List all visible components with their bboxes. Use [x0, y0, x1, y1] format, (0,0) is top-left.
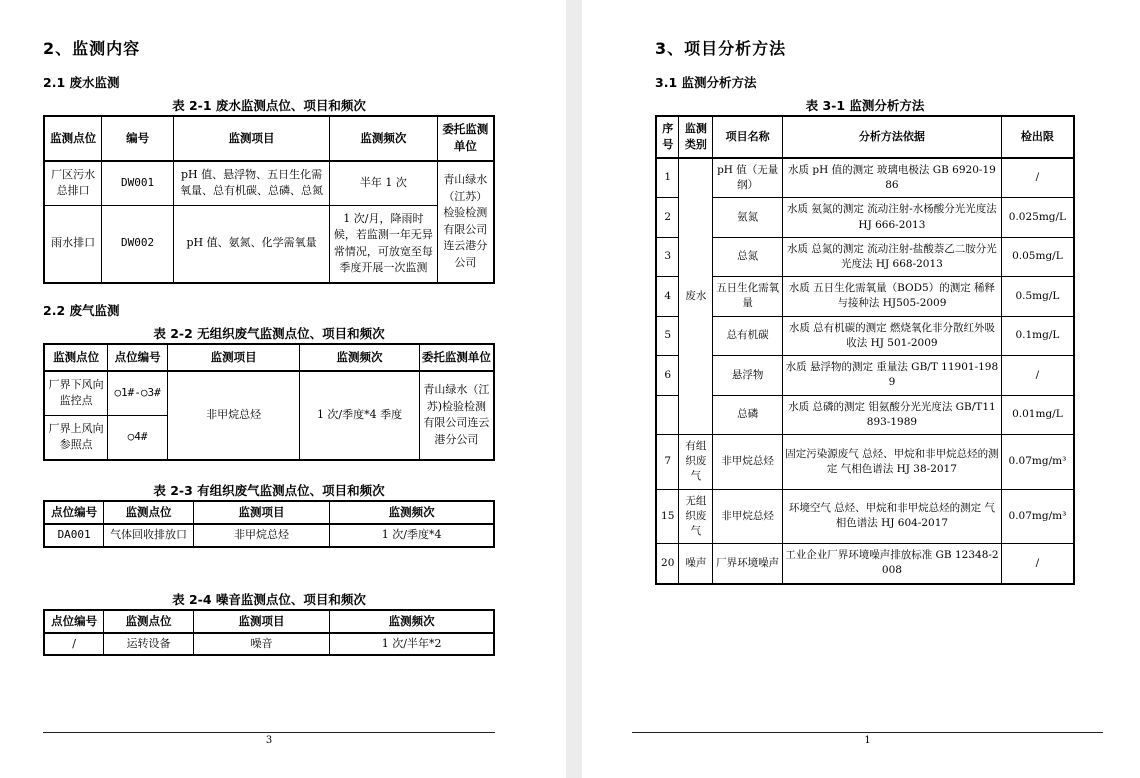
- table-2-1-wastewater-monitoring: [43, 115, 495, 284]
- table-cell: 水质 总氮的测定 流动注射-盐酸萘乙二胺分光光度法 HJ 668-2013: [783, 237, 1002, 276]
- column-header: 委托监测单位: [437, 116, 494, 161]
- table-cell: DA001: [44, 524, 104, 547]
- table-row: [656, 198, 1074, 237]
- table-cell: 非甲烷总烃: [193, 524, 329, 547]
- table-cell: 水质 氨氮的测定 流动注射-水杨酸分光光度法 HJ 666-2013: [783, 198, 1002, 237]
- table-cell: /: [1001, 158, 1074, 198]
- table-cell: 总有机碳: [713, 316, 783, 355]
- table-row: [656, 544, 1074, 584]
- table-cell: 1 次/月，降雨时候，若监测一年无异常情况，可放宽至每季度开展一次监测: [330, 205, 438, 283]
- table-cell: 非甲烷总烃: [713, 434, 783, 489]
- table-3-1-caption: 表 3-1 监测分析方法: [805, 98, 925, 113]
- table-cell: 噪音: [193, 633, 329, 656]
- table-2-2-fugitive-gas-monitoring: [43, 343, 495, 461]
- page-title: 3、项目分析方法: [655, 39, 787, 58]
- column-header: 监测点位: [104, 501, 194, 524]
- table-header-row: [44, 501, 494, 524]
- table-cell: 悬浮物: [713, 356, 783, 395]
- table-cell: 气体回收排放口: [104, 524, 194, 547]
- page-title: 2、监测内容: [43, 39, 141, 58]
- table-cell: 4: [656, 277, 679, 316]
- column-header: 项目名称: [713, 116, 783, 158]
- table-2-4-caption: 表 2-4 噪音监测点位、项目和频次: [172, 591, 366, 607]
- column-header: 分析方法依据: [783, 116, 1002, 158]
- page-footer-left: [43, 732, 495, 746]
- column-header: 监测频次: [330, 116, 438, 161]
- column-header: 监测点位: [44, 116, 102, 161]
- table-cell: 7: [656, 434, 679, 489]
- table-row: [656, 356, 1074, 395]
- column-header: 监测点位: [104, 610, 194, 633]
- table-header-row: [44, 344, 494, 371]
- column-header: 监测频次: [300, 344, 419, 371]
- table-cell: 厂界下风向监控点: [44, 371, 108, 416]
- section-heading-waste-gas: 2.2 废气监测: [43, 302, 120, 318]
- table-cell: 0.01mg/L: [1001, 395, 1074, 434]
- column-header: 点位编号: [108, 344, 168, 371]
- table-row: [44, 161, 494, 206]
- table-cell: 1 次/半年*2: [330, 633, 494, 656]
- table-cell: 1: [656, 158, 679, 198]
- document-page-right: [582, 0, 1140, 778]
- table-cell: 1 次/季度*4 季度: [300, 371, 419, 460]
- table-row: [656, 395, 1074, 434]
- column-header: 监测项目: [193, 501, 329, 524]
- table-cell: 非甲烷总烃: [713, 489, 783, 544]
- table-header-row: [44, 116, 494, 161]
- table-row: [44, 371, 494, 416]
- table-cell: 0.025mg/L: [1001, 198, 1074, 237]
- table-cell: 厂界上风向参照点: [44, 415, 108, 460]
- table-3-1-analysis-methods: [655, 115, 1075, 585]
- table-cell: 青山绿水（江苏)检验检测有限公司连云港分公司: [419, 371, 494, 460]
- table-cell: 2: [656, 198, 679, 237]
- table-cell: 20: [656, 544, 679, 584]
- table-cell: 水质 悬浮物的测定 重量法 GB/T 11901-1989: [783, 356, 1002, 395]
- table-cell: 水质 五日生化需氧量（BOD5）的测定 稀释与接种法 HJ505-2009: [783, 277, 1002, 316]
- document-page-left: [0, 0, 566, 778]
- table-cell: ○1#-○3#: [108, 371, 168, 416]
- table-row: [656, 277, 1074, 316]
- table-cell: 固定污染源废气 总烃、甲烷和非甲烷总烃的测定 气相色谱法 HJ 38-2017: [783, 434, 1002, 489]
- table-cell: 0.5mg/L: [1001, 277, 1074, 316]
- table-cell: DW002: [102, 205, 174, 283]
- column-header: 点位编号: [44, 610, 104, 633]
- table-cell: 0.1mg/L: [1001, 316, 1074, 355]
- table-cell: 1 次/季度*4: [330, 524, 494, 547]
- column-header: 监测类别: [679, 116, 713, 158]
- table-row: [44, 524, 494, 547]
- page-number: 3: [265, 735, 273, 746]
- table-cell: 0.07mg/m³: [1001, 489, 1074, 544]
- section-heading-wastewater: 2.1 废水监测: [43, 75, 120, 90]
- table-header-row: [656, 116, 1074, 158]
- table-cell: pH 值、氨氮、化学需氧量: [173, 205, 329, 283]
- column-header: 监测项目: [173, 116, 329, 161]
- table-2-1-caption: 表 2-1 废水监测点位、项目和频次: [172, 98, 366, 113]
- table-cell: 工业企业厂界环境噪声排放标准 GB 12348-2008: [783, 544, 1002, 584]
- table-cell: pH 值、悬浮物、五日生化需氧量、总有机碳、总磷、总氮: [173, 161, 329, 206]
- table-cell: 总氮: [713, 237, 783, 276]
- table-row: [656, 316, 1074, 355]
- table-2-2-caption: 表 2-2 无组织废气监测点位、项目和频次: [153, 325, 385, 341]
- table-cell: DW001: [102, 161, 174, 206]
- table-cell: 厂界环境噪声: [713, 544, 783, 584]
- column-header: 监测频次: [330, 610, 494, 633]
- table-cell: 雨水排口: [44, 205, 102, 283]
- table-2-3-organized-gas-monitoring: [43, 500, 495, 548]
- column-header: 监测项目: [168, 344, 300, 371]
- table-cell: 6: [656, 356, 679, 395]
- table-cell: 半年 1 次: [330, 161, 438, 206]
- page-gutter: [566, 0, 582, 778]
- table-cell: 噪声: [679, 544, 713, 584]
- table-cell: /: [44, 633, 104, 656]
- table-cell: 运转设备: [104, 633, 194, 656]
- table-cell: 环境空气 总烃、甲烷和非甲烷总烃的测定 气相色谱法 HJ 604-2017: [783, 489, 1002, 544]
- table-row: [656, 158, 1074, 198]
- table-cell: 非甲烷总烃: [168, 371, 300, 460]
- table-cell: 废水: [679, 158, 713, 435]
- table-header-row: [44, 610, 494, 633]
- table-cell: pH 值（无量纲）: [713, 158, 783, 198]
- table-2-3-caption: 表 2-3 有组织废气监测点位、项目和频次: [153, 482, 385, 498]
- table-row: [656, 489, 1074, 544]
- table-cell: 五日生化需氧量: [713, 277, 783, 316]
- table-cell: 5: [656, 316, 679, 355]
- table-cell: /: [1001, 544, 1074, 584]
- column-header: 监测点位: [44, 344, 108, 371]
- table-2-4-noise-monitoring: [43, 609, 495, 657]
- table-cell: 水质 总有机碳的测定 燃烧氧化非分散红外吸收法 HJ 501-2009: [783, 316, 1002, 355]
- column-header: 监测频次: [330, 501, 494, 524]
- table-cell: 青山绿水（江苏）检验检测有限公司连云港分公司: [437, 161, 494, 283]
- table-cell: 无组织废气: [679, 489, 713, 544]
- page-number: 1: [864, 735, 871, 746]
- table-row: [44, 633, 494, 656]
- column-header: 委托监测单位: [419, 344, 494, 371]
- column-header: 编号: [102, 116, 174, 161]
- table-cell: 0.05mg/L: [1001, 237, 1074, 276]
- section-heading-analysis-methods: 3.1 监测分析方法: [655, 75, 757, 90]
- table-cell: 氨氮: [713, 198, 783, 237]
- column-header: 检出限: [1001, 116, 1074, 158]
- column-header: 监测项目: [193, 610, 329, 633]
- table-cell: 有组织废气: [679, 434, 713, 489]
- table-cell: /: [1001, 356, 1074, 395]
- table-row: [656, 237, 1074, 276]
- table-cell: 厂区污水总排口: [44, 161, 102, 206]
- table-cell: [656, 395, 679, 434]
- table-cell: ○4#: [108, 415, 168, 460]
- table-cell: 水质 pH 值的测定 玻璃电极法 GB 6920-1986: [783, 158, 1002, 198]
- table-row: [44, 205, 494, 283]
- column-header: 点位编号: [44, 501, 104, 524]
- table-row: [656, 434, 1074, 489]
- table-cell: 15: [656, 489, 679, 544]
- column-header: 序号: [656, 116, 679, 158]
- table-cell: 3: [656, 237, 679, 276]
- table-cell: 总磷: [713, 395, 783, 434]
- table-cell: 水质 总磷的测定 钼氨酸分光光度法 GB/T11893-1989: [783, 395, 1002, 434]
- table-cell: 0.07mg/m³: [1001, 434, 1074, 489]
- page-footer-right: [632, 732, 1103, 746]
